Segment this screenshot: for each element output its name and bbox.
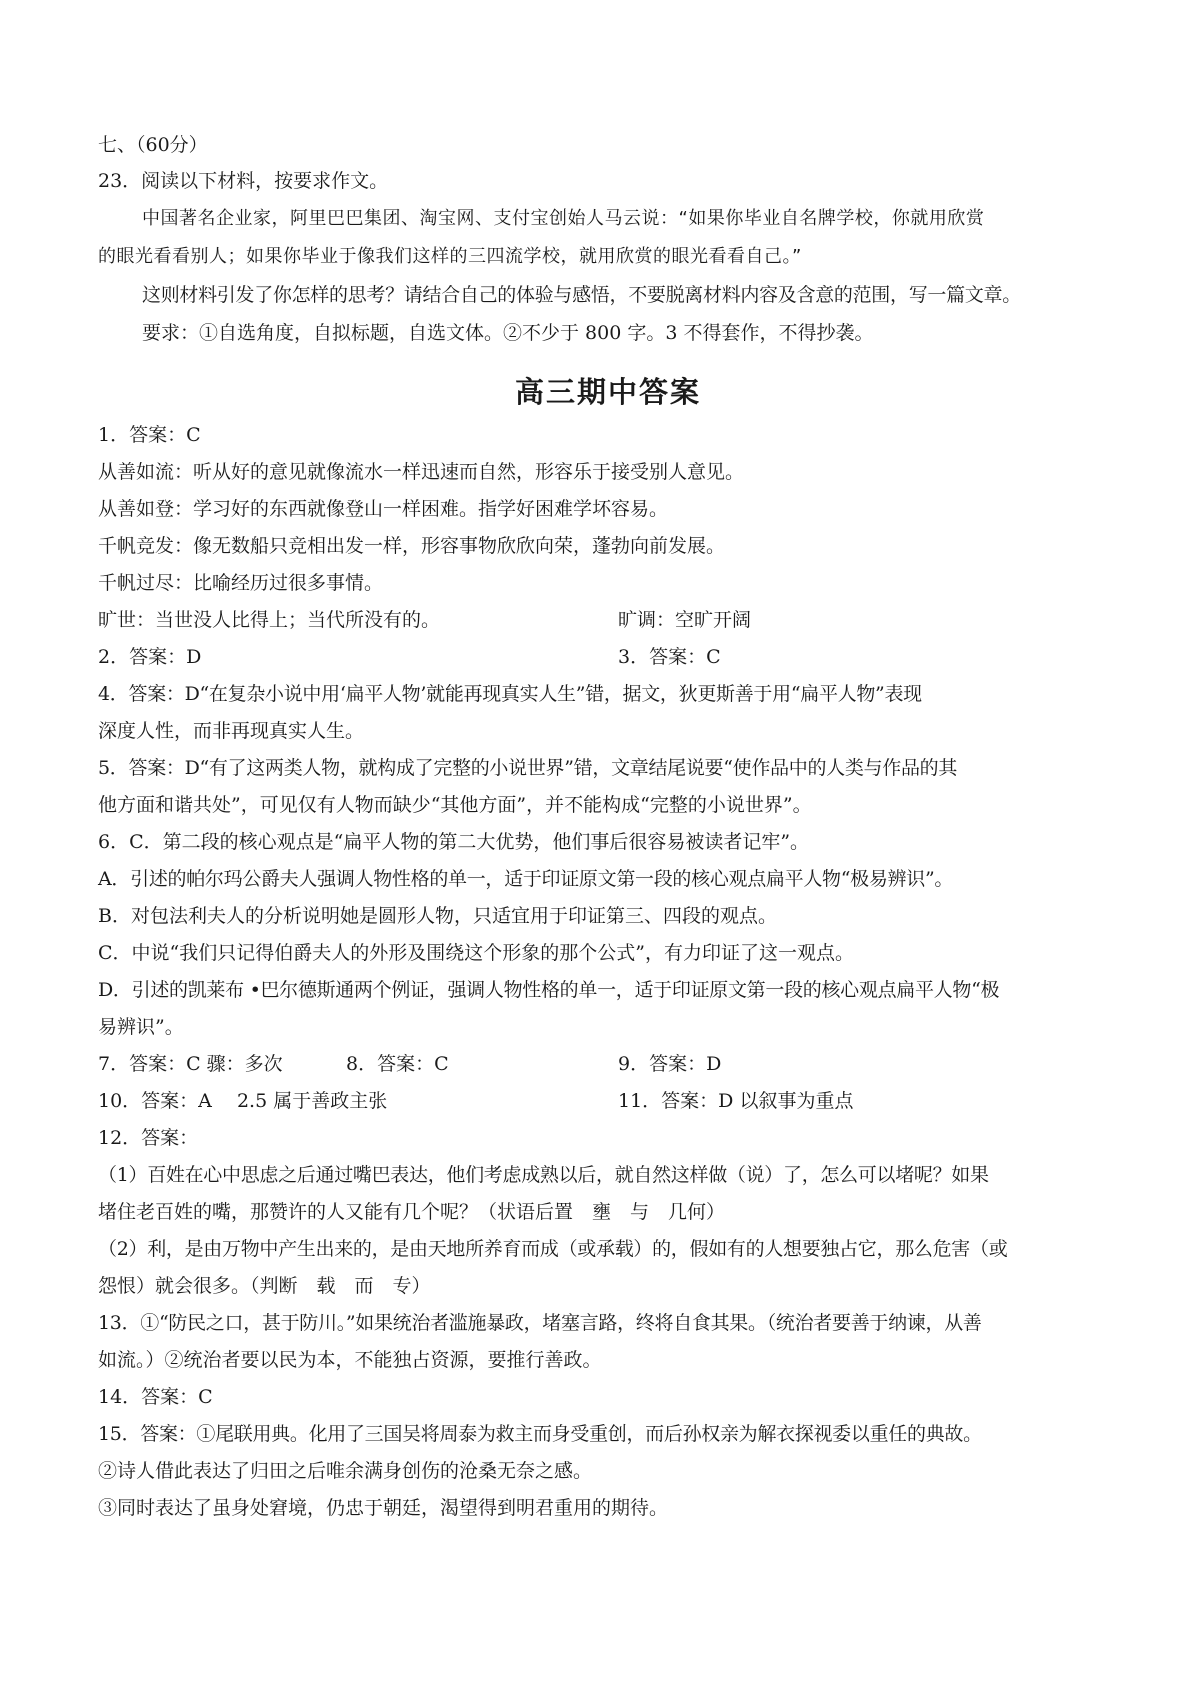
section-heading: 七、（60分）: [98, 134, 208, 156]
answer-10: 10．答案：A 2.5 属于善政主张: [98, 1090, 388, 1112]
answer-6-option-b: B．对包法利夫人的分析说明她是圆形人物，只适宜用于印证第三、四段的观点。: [98, 905, 777, 927]
answer-2: 2．答案：D: [98, 646, 202, 668]
answer-9: 9．答案：D: [618, 1053, 722, 1075]
answer-15-line-2: ②诗人借此表达了归田之后唯余满身创伤的沧桑无奈之感。: [98, 1460, 593, 1482]
answer-1-line-4: 千帆过尽：比喻经历过很多事情。: [98, 572, 384, 594]
answer-13-line-1: 13．①“防民之口，甚于防川。”如果统治者滥施暴政，堵塞言路，终将自食其果。（统治者要善于纳谏，从善: [98, 1312, 982, 1334]
answer-13-line-2: 如流。）②统治者要以民为本，不能独占资源，要推行善政。: [98, 1349, 602, 1371]
answer-12-part-2-line-2: 怨恨）就会很多。（判断 载 而 专）: [98, 1275, 431, 1297]
page-title: 高三期中答案: [514, 375, 701, 409]
answer-1: 1．答案：C: [98, 424, 201, 446]
answer-1-line-5a: 旷世：当世没人比得上；当代所没有的。: [98, 609, 441, 631]
answer-1-line-1: 从善如流：听从好的意见就像流水一样迅速而自然，形容乐于接受别人意见。: [98, 461, 745, 483]
answer-6: 6．C．第二段的核心观点是“扁平人物的第二大优势，他们事后很容易被读者记牢”。: [98, 831, 810, 853]
answer-4-line-1: 4．答案：D“在复杂小说中用‘扁平人物’就能再现真实人生”错，据文，狄更斯善于用“扁平人物”表现: [98, 683, 922, 705]
answer-6-option-d-line-2: 易辨识”。: [98, 1016, 184, 1038]
answer-12-part-2-line-1: （2）利，是由万物中产生出来的，是由天地所养育而成（或承载）的，假如有的人想要独占它，那么危害（或: [98, 1238, 1008, 1260]
answer-14: 14．答案：C: [98, 1386, 213, 1408]
answer-15-line-3: ③同时表达了虽身处窘境，仍忠于朝廷，渴望得到明君重用的期待。: [98, 1497, 669, 1519]
answer-1-line-5b: 旷调：空旷开阔: [618, 609, 752, 631]
answer-12-part-1-line-2: 堵住老百姓的嘴，那赞许的人又能有几个呢？（状语后置 壅 与 几何）: [98, 1201, 726, 1223]
answer-6-option-a: A．引述的帕尔玛公爵夫人强调人物性格的单一，适于印证原文第一段的核心观点扁平人物“极易辨识”。: [98, 868, 954, 890]
answer-5-line-2: 他方面和谐共处”，可见仅有人物而缺少“其他方面”，并不能构成“完整的小说世界”。: [98, 794, 812, 816]
answer-1-line-3: 千帆竞发：像无数船只竞相出发一样，形容事物欣欣向荣，蓬勃向前发展。: [98, 535, 726, 557]
answer-7: 7．答案：C 骤：多次: [98, 1053, 283, 1075]
material-line-2: 的眼光看看别人；如果你毕业于像我们这样的三四流学校，就用欣赏的眼光看看自己。”: [98, 246, 802, 267]
writing-requirements: 要求：①自选角度，自拟标题，自选文体。②不少于 800 字。3 不得套作，不得抄袭。: [142, 322, 874, 344]
answer-6-option-d-line-1: D．引述的凯莱布 •巴尔德斯通两个例证，强调人物性格的单一，适于印证原文第一段的核心观点扁平人物“极: [98, 979, 1000, 1001]
answer-5-line-1: 5．答案：D“有了这两类人物，就构成了完整的小说世界”错，文章结尾说要“使作品中的人类与作品的其: [98, 757, 958, 779]
answer-12: 12．答案：: [98, 1127, 199, 1149]
answer-6-option-c: C．中说“我们只记得伯爵夫人的外形及围绕这个形象的那个公式”，有力印证了这一观点。: [98, 942, 854, 964]
answer-1-line-2: 从善如登：学习好的东西就像登山一样困难。指学好困难学坏容易。: [98, 498, 669, 520]
answer-11: 11．答案：D 以叙事为重点: [618, 1090, 854, 1112]
answer-15-line-1: 15．答案：①尾联用典。化用了三国吴将周泰为救主而身受重创，而后孙权亲为解衣探视委以重任的典故。: [98, 1423, 982, 1445]
writing-prompt: 这则材料引发了你怎样的思考？请结合自己的体验与感悟，不要脱离材料内容及含意的范围，写一篇文章。: [142, 284, 1021, 306]
question-23: 23．阅读以下材料，按要求作文。: [98, 170, 389, 192]
answer-8: 8．答案：C: [346, 1053, 449, 1075]
answer-4-line-2: 深度人性，而非再现真实人生。: [98, 720, 365, 742]
answer-12-part-1-line-1: （1）百姓在心中思虑之后通过嘴巴表达，他们考虑成熟以后，就自然这样做（说）了，怎么可以堵呢？如果: [98, 1164, 989, 1186]
material-line-1: 中国著名企业家，阿里巴巴集团、淘宝网、支付宝创始人马云说：“如果你毕业自名牌学校，你就用欣赏: [142, 208, 985, 229]
answer-3: 3．答案：C: [618, 646, 721, 668]
